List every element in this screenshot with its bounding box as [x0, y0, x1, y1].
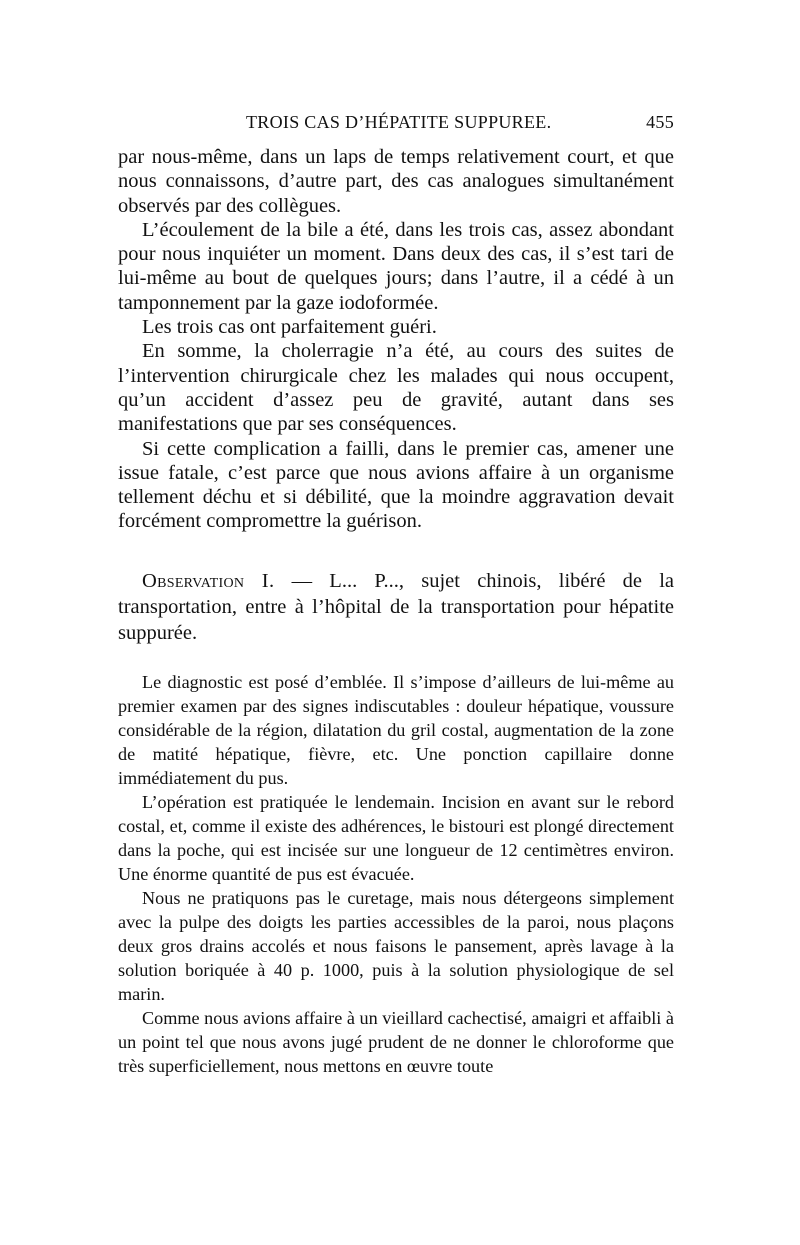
- paragraph: Les trois cas ont parfaitement guéri.: [142, 316, 437, 339]
- case-report: [118, 670, 674, 1078]
- observation-paragraph: [118, 568, 674, 646]
- paragraph: Si cette complication a failli, dans le premier cas, amener une issue fatale, c’est parce que nous avions affaire à un organisme tellement déchu et si débilité, que la moindre aggravation devait forcément compromettre la guérison.: [118, 437, 674, 533]
- paragraph: L’écoulement de la bile a été, dans les trois cas, assez abondant pour nous inquiéter un moment. Dans deux des cas, il s’est tari de lui-même au bout de quelques jours; dans l’autre, il a cédé à un tamponnement par la gaze iodoformée.: [118, 218, 674, 314]
- book-page: [118, 112, 674, 1078]
- running-title: TROIS CAS D’HÉPATITE SUPPUREE.: [246, 112, 552, 132]
- running-head: [118, 112, 674, 138]
- page-number: 455: [646, 112, 674, 132]
- observation-label: Observation I.: [142, 569, 275, 592]
- case-paragraph: Nous ne pratiquons pas le curetage, mais nous détergeons simplement avec la pulpe des doigts les parties accessibles de la paroi, nous plaçons deux gros drains accolés et nous faisons le pansement, après lavage à la solution boriquée à 40 p. 1000, puis à la solution physiologique de sel marin.: [118, 887, 674, 1004]
- observation-heading: [118, 568, 674, 646]
- case-paragraph: Comme nous avions affaire à un vieillard cachectisé, amaigri et affaibli à un point tel que nous avons jugé prudent de ne donner le chloroforme que très superficiellement, nous mettons en œuvre toute: [118, 1007, 674, 1076]
- observation-text: — L... P..., sujet chinois, libéré de la transportation, entre à l’hôpital de la transportation pour hépatite suppurée.: [118, 569, 674, 644]
- case-paragraph: Le diagnostic est posé d’emblée. Il s’impose d’ailleurs de lui-même au premier examen par des signes indiscutables : douleur hépatique, voussure considérable de la région, dilatation du gril costal, augmentation de la zone de matité hépatique, fièvre, etc. Une ponction capillaire donne immédiatement du pus.: [118, 671, 674, 788]
- case-paragraph: L’opération est pratiquée le lendemain. Incision en avant sur le rebord costal, et, comme il existe des adhérences, le bistouri est plongé directement dans la poche, qui est incisée sur une longueur de 12 centimètres environ. Une énorme quantité de pus est évacuée.: [118, 791, 674, 884]
- paragraph: En somme, la cholerragie n’a été, au cours des suites de l’intervention chirurgicale chez les malades qui nous occupent, qu’un accident d’assez peu de gravité, autant dans ses manifestations que par ses conséquences.: [118, 340, 674, 436]
- paragraph: par nous-même, dans un laps de temps relativement court, et que nous connaissons, d’autre part, des cas analogues simultanément observés par des collègues.: [118, 146, 674, 217]
- main-text: [118, 145, 674, 534]
